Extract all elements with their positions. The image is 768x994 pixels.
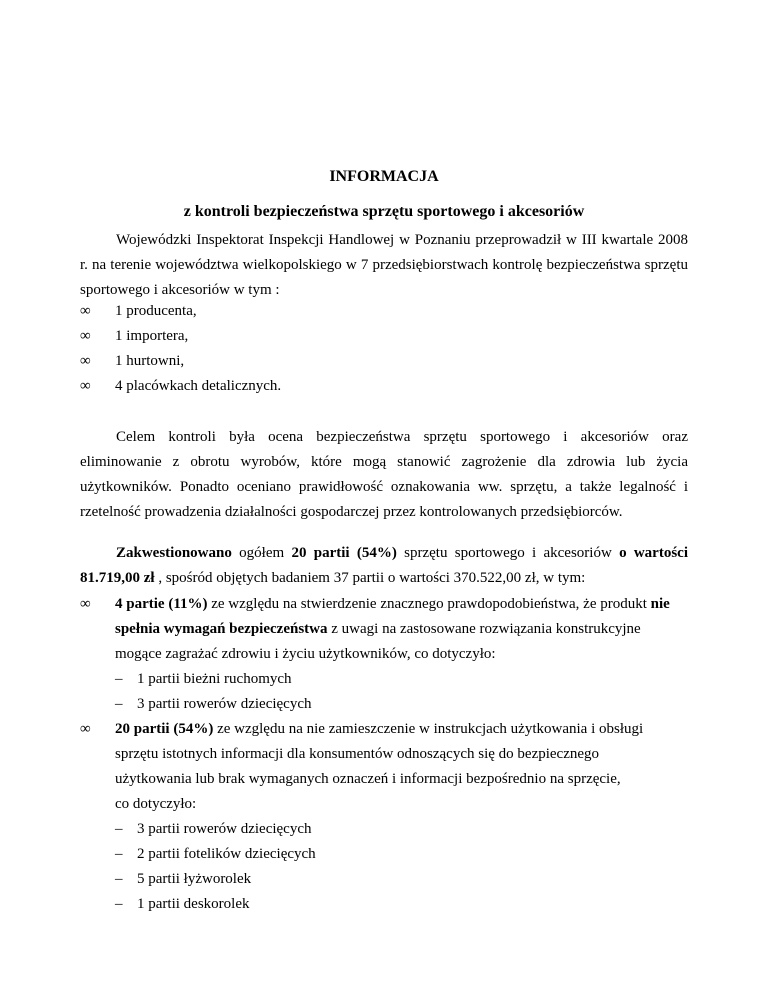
list-item: ∞ 1 producenta,	[80, 299, 688, 324]
dash-icon: –	[115, 671, 123, 687]
finding-2	[80, 717, 688, 917]
list-item: – 1 partii bieżni ruchomych	[80, 667, 688, 692]
bullet-icon: ∞	[80, 596, 91, 612]
dash-icon: –	[115, 896, 123, 912]
list-item: – 3 partii rowerów dziecięcych	[80, 817, 688, 842]
bullet-icon: ∞	[80, 303, 91, 319]
dash-icon: –	[115, 846, 123, 862]
list-item: – 5 partii łyżworolek	[80, 867, 688, 892]
bullet-icon: ∞	[80, 353, 91, 369]
list-item: – 2 partii fotelików dziecięcych	[80, 842, 688, 867]
list-item: ∞ 4 placówkach detalicznych.	[80, 374, 688, 399]
finding-2-text: 20 partii (54%) ze względu na nie zamieszczenie w instrukcjach użytkowania i obsługi sprzętu istotnych informacji dla konsumentów odnoszących się do bezpiecznego użytkowania lub brak wymaganych oznaczeń i informacji bezpośrednio na sprzęcie, co dotyczyło:	[115, 721, 644, 812]
list-item: ∞ 1 hurtowni,	[80, 349, 688, 374]
document-subtitle: z kontroli bezpieczeństwa sprzętu sportowego i akcesoriów	[183, 203, 585, 220]
list-item: – 1 partii deskorolek	[80, 892, 688, 917]
summary-paragraph: Zakwestionowano ogółem 20 partii (54%) sprzętu sportowego i akcesoriów o wartości 81.719,00 zł , spośród objętych badaniem 37 partii o wartości 370.522,00 zł, w tym:	[80, 545, 688, 586]
dash-icon: –	[115, 821, 123, 837]
bullet-icon: ∞	[80, 721, 91, 737]
document-title: INFORMACJA	[329, 168, 439, 185]
bullet-icon: ∞	[80, 378, 91, 394]
purpose-paragraph	[80, 425, 688, 525]
entity-list	[80, 299, 688, 399]
dash-icon: –	[115, 696, 123, 712]
finding-1-text: 4 partie (11%) ze względu na stwierdzenie znacznego prawdopodobieństwa, że produkt nie spełnia wymagań bezpieczeństwa z uwagi na zastosowane rozwiązania konstrukcyjne mogące zagrażać zdrowiu i życiu użytkowników, co dotyczyło:	[115, 596, 670, 662]
list-item: – 3 partii rowerów dziecięcych	[80, 692, 688, 717]
finding-1	[80, 592, 688, 717]
intro-paragraph	[80, 228, 688, 303]
dash-icon: –	[115, 871, 123, 887]
purpose-text: Celem kontroli była ocena bezpieczeństwa sprzętu sportowego i akcesoriów oraz eliminowanie z obrotu wyrobów, które mogą stanowić zagrożenie dla zdrowia lub życia użytkowników. Ponadto oceniano prawidłowość oznakowania ww. sprzętu, a także legalność i rzetelność prowadzenia działalności gospodarczej przez kontrolowanych przedsiębiorców.	[80, 429, 688, 520]
list-item: ∞ 1 importera,	[80, 324, 688, 349]
intro-text: Wojewódzki Inspektorat Inspekcji Handlowej w Poznaniu przeprowadził w III kwartale 2008 r. na terenie województwa wielkopolskiego w 7 przedsiębiorstwach kontrolę bezpieczeństwa sprzętu sportowego i akcesoriów w tym :	[80, 232, 688, 298]
bullet-icon: ∞	[80, 328, 91, 344]
